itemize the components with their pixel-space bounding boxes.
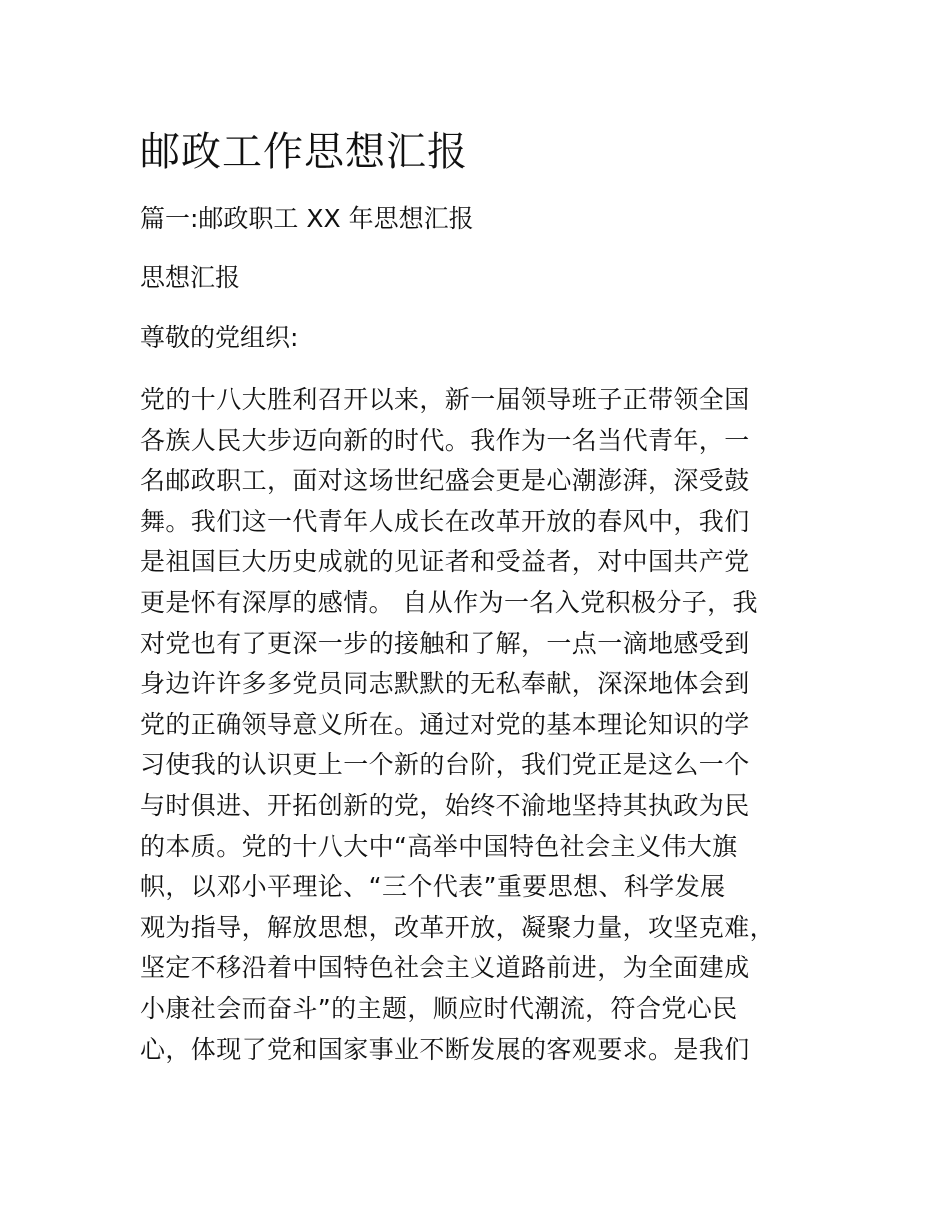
body-line: 心，体现了党和国家事业不断发展的客观要求。是我们 (140, 1034, 750, 1064)
salutation: 尊敬的党组织: (140, 323, 299, 352)
body-line: 各族人民大步迈向新的时代。我作为一名当代青年，一 (140, 425, 750, 455)
body-line: 党的十八大胜利召开以来，新一届领导班子正带领全国 (140, 385, 750, 414)
body-line: 更是怀有深厚的感情。 自从作为一名入党积极分子，我 (140, 587, 758, 617)
body-line: 对党也有了更深一步的接触和了解，一点一滴地感受到 (140, 628, 750, 658)
body-line: 坚定不移沿着中国特色社会主义道路前进，为全面建成 (140, 953, 750, 983)
section-heading: 思想汇报 (140, 263, 241, 292)
document-title: 邮政工作思想汇报 (140, 129, 468, 175)
body-line: 是祖国巨大历史成就的见证者和受益者，对中国共产党 (140, 547, 750, 577)
body-line: 帜，以邓小平理论、“三个代表”重要思想、科学发展 (140, 872, 726, 902)
body-line: 习使我的认识更上一个新的台阶，我们党正是这么一个 (140, 750, 750, 780)
body-line: 的本质。党的十八大中“高举中国特色社会主义伟大旗 (140, 831, 738, 861)
body-line: 党的正确领导意义所在。通过对党的基本理论知识的学 (140, 709, 750, 739)
body-paragraph (140, 380, 820, 1070)
body-line: 名邮政职工，面对这场世纪盛会更是心潮澎湃，深受鼓 (140, 466, 750, 496)
body-line: 舞。我们这一代青年人成长在改革开放的春风中，我们 (140, 506, 750, 536)
body-line: 与时俱进、开拓创新的党，始终不渝地坚持其执政为民 (140, 790, 750, 820)
body-line: 身边许许多多党员同志默默的无私奉献，深深地体会到 (140, 669, 750, 699)
body-line: 观为指导，解放思想，改革开放，凝聚力量，攻坚克难， (140, 912, 776, 942)
document-subtitle: 篇一:邮政职工 XX 年思想汇报 (140, 204, 474, 233)
body-line: 小康社会而奋斗”的主题，顺应时代潮流，符合党心民 (140, 993, 738, 1023)
